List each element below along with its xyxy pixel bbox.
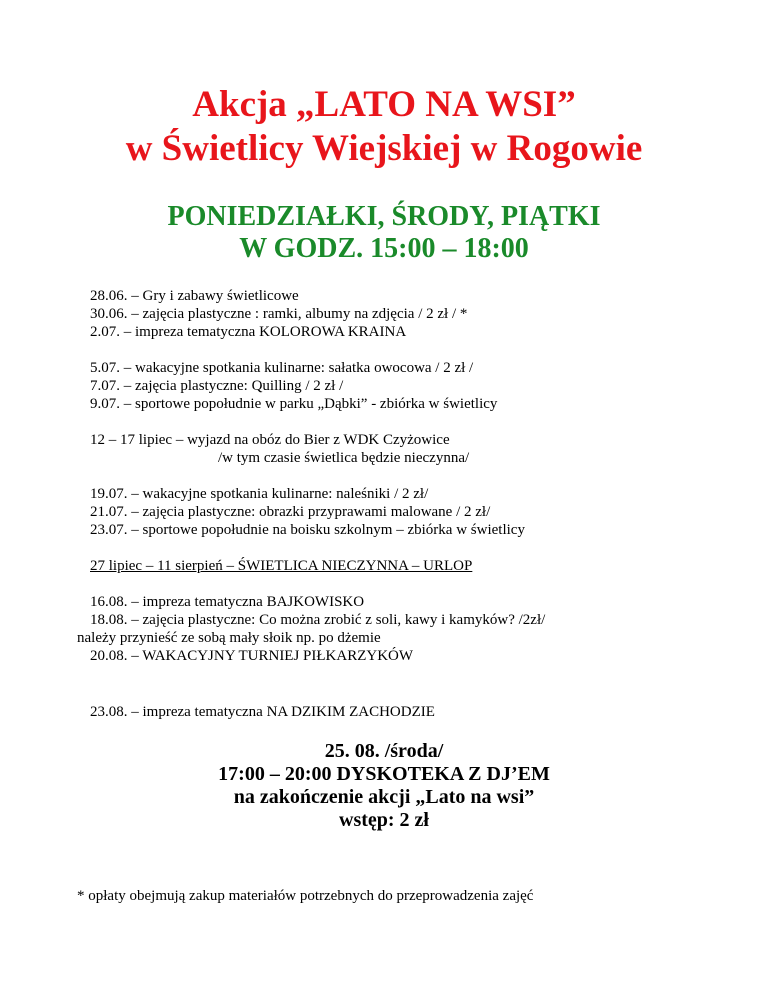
final-event [0, 740, 768, 832]
schedule-item: 28.06. – Gry i zabawy świetlicowe [90, 288, 299, 304]
event-entry-fee: wstęp: 2 zł [339, 809, 429, 831]
event-date: 25. 08. /środa/ [324, 740, 444, 762]
subtitle-days: PONIEDZIAŁKI, ŚRODY, PIĄTKI [167, 201, 601, 232]
footnote: * opłaty obejmują zakup materiałów potrzebnych do przeprowadzenia zajęć [77, 888, 534, 904]
schedule-item: 30.06. – zajęcia plastyczne : ramki, albumy na zdjęcia / 2 zł / * [90, 306, 468, 322]
schedule-item: 19.07. – wakacyjne spotkania kulinarne: naleśniki / 2 zł/ [90, 486, 429, 502]
schedule-item: 23.07. – sportowe popołudnie na boisku szkolnym – zbiórka w świetlicy [90, 522, 525, 538]
subtitle-hours: W GODZ. 15:00 – 18:00 [239, 233, 529, 264]
schedule-item-last: 23.08. – impreza tematyczna NA DZIKIM ZACHODZIE [90, 704, 435, 720]
schedule-group-camp [90, 431, 730, 467]
schedule-group-closure [90, 557, 730, 575]
schedule-item: 18.08. – zajęcia plastyczne: Co można zrobić z soli, kawy i kamyków? /2zł/ [90, 612, 546, 628]
title-line-2: w Świetlicy Wiejskiej w Rogowie [125, 128, 643, 169]
title-line-1: Akcja „LATO NA WSI” [192, 84, 576, 125]
schedule-item: 2.07. – impreza tematyczna KOLOROWA KRAINA [90, 324, 407, 340]
schedule-item: 9.07. – sportowe popołudnie w parku „Dąbki” - zbiórka w świetlicy [90, 396, 498, 412]
schedule-item: 21.07. – zajęcia plastyczne: obrazki przyprawami malowane / 2 zł/ [90, 504, 491, 520]
schedule-item: 12 – 17 lipiec – wyjazd na obóz do Bier z WDK Czyżowice [90, 432, 450, 448]
schedule-group-august [77, 593, 730, 665]
schedule-item: 16.08. – impreza tematyczna BAJKOWISKO [90, 594, 365, 610]
event-description: na zakończenie akcji „Lato na wsi” [233, 786, 535, 808]
schedule-item: 20.08. – WAKACYJNY TURNIEJ PIŁKARZYKÓW [90, 648, 414, 664]
schedule-group-late-july [90, 485, 730, 539]
schedule-list [77, 287, 730, 683]
closure-notice: 27 lipiec – 11 sierpień – ŚWIETLICA NIECZYNNA – URLOP [90, 558, 473, 574]
schedule-group-june [90, 287, 730, 341]
schedule-item: 5.07. – wakacyjne spotkania kulinarne: sałatka owocowa / 2 zł / [90, 360, 474, 376]
schedule-group-early-july [90, 359, 730, 413]
schedule-item: 7.07. – zajęcia plastyczne: Quilling / 2 zł / [90, 378, 344, 394]
schedule-note: należy przynieść ze sobą mały słoik np. po dżemie [77, 630, 381, 646]
schedule-note: /w tym czasie świetlica będzie nieczynna/ [218, 450, 470, 466]
event-title: 17:00 – 20:00 DYSKOTEKA Z DJ’EM [218, 763, 550, 785]
